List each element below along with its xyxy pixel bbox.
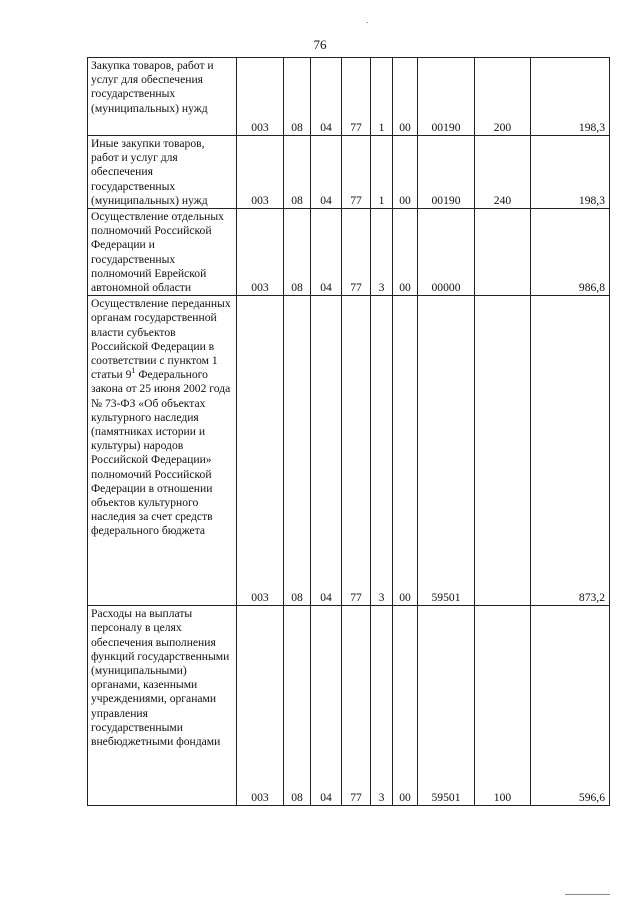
footer-rule <box>565 894 610 895</box>
amount: 198,3 <box>531 58 610 136</box>
admin-code: 003 <box>237 296 284 606</box>
expense-type-code <box>475 209 531 296</box>
subprogram-code: 1 <box>371 58 393 136</box>
row-description: Закупка товаров, работ и услуг для обеспечения государственных (муниципальных) нужд <box>88 58 237 136</box>
direction-code: 00190 <box>418 58 475 136</box>
section-code: 08 <box>284 136 311 209</box>
program-code: 77 <box>342 606 371 806</box>
row-description-part: Осуществление переданных органам государственной власти субъектов Российской Федерации в соответствии с пунктом 1 статьи 9 <box>91 297 231 382</box>
direction-code: 59501 <box>418 296 475 606</box>
subsection-code: 04 <box>311 606 342 806</box>
scan-artifact <box>366 22 368 23</box>
page-number: 76 <box>313 37 327 52</box>
section-code: 08 <box>284 296 311 606</box>
row-description: Иные закупки товаров, работ и услуг для обеспечения государственных (муниципальных) нужд <box>88 136 237 209</box>
table-row <box>88 606 610 806</box>
footnote-superscript: 1 <box>131 366 136 376</box>
expense-type-code: 200 <box>475 58 531 136</box>
amount: 596,6 <box>531 606 610 806</box>
table-row <box>88 136 610 209</box>
expense-type-code: 100 <box>475 606 531 806</box>
subsection-code: 04 <box>311 209 342 296</box>
event-code: 00 <box>393 296 418 606</box>
admin-code: 003 <box>237 606 284 806</box>
program-code: 77 <box>342 296 371 606</box>
subsection-code: 04 <box>311 136 342 209</box>
admin-code: 003 <box>237 58 284 136</box>
budget-table <box>87 57 610 806</box>
section-code: 08 <box>284 58 311 136</box>
table-row <box>88 58 610 136</box>
event-code: 00 <box>393 606 418 806</box>
row-description <box>88 296 237 606</box>
program-code: 77 <box>342 136 371 209</box>
amount: 873,2 <box>531 296 610 606</box>
expense-type-code: 240 <box>475 136 531 209</box>
program-code: 77 <box>342 209 371 296</box>
row-description: Расходы на выплаты персоналу в целях обеспечения выполнения функций государственными (муниципальными) органами, казенными учреждениями, органами управления государственными внебюджетными фондами <box>88 606 237 806</box>
table-row <box>88 209 610 296</box>
program-code: 77 <box>342 58 371 136</box>
direction-code: 00190 <box>418 136 475 209</box>
direction-code: 59501 <box>418 606 475 806</box>
subprogram-code: 3 <box>371 296 393 606</box>
subsection-code: 04 <box>311 58 342 136</box>
expense-type-code <box>475 296 531 606</box>
direction-code: 00000 <box>418 209 475 296</box>
admin-code: 003 <box>237 209 284 296</box>
row-description-part: Федерального закона от 25 июня 2002 года № 73-ФЗ «Об объектах культурного наследия (памятниках истории и культуры) народов Российской Федерации» полномочий Российской Федерации в отношении объектов культурного наследия за счет средств федерального бюджета <box>91 368 231 538</box>
subprogram-code: 3 <box>371 606 393 806</box>
table-row <box>88 296 610 606</box>
event-code: 00 <box>393 136 418 209</box>
event-code: 00 <box>393 209 418 296</box>
admin-code: 003 <box>237 136 284 209</box>
amount: 986,8 <box>531 209 610 296</box>
section-code: 08 <box>284 606 311 806</box>
row-description: Осуществление отдельных полномочий Российской Федерации и государственных полномочий Еврейской автономной области <box>88 209 237 296</box>
amount: 198,3 <box>531 136 610 209</box>
section-code: 08 <box>284 209 311 296</box>
event-code: 00 <box>393 58 418 136</box>
subsection-code: 04 <box>311 296 342 606</box>
subprogram-code: 3 <box>371 209 393 296</box>
subprogram-code: 1 <box>371 136 393 209</box>
